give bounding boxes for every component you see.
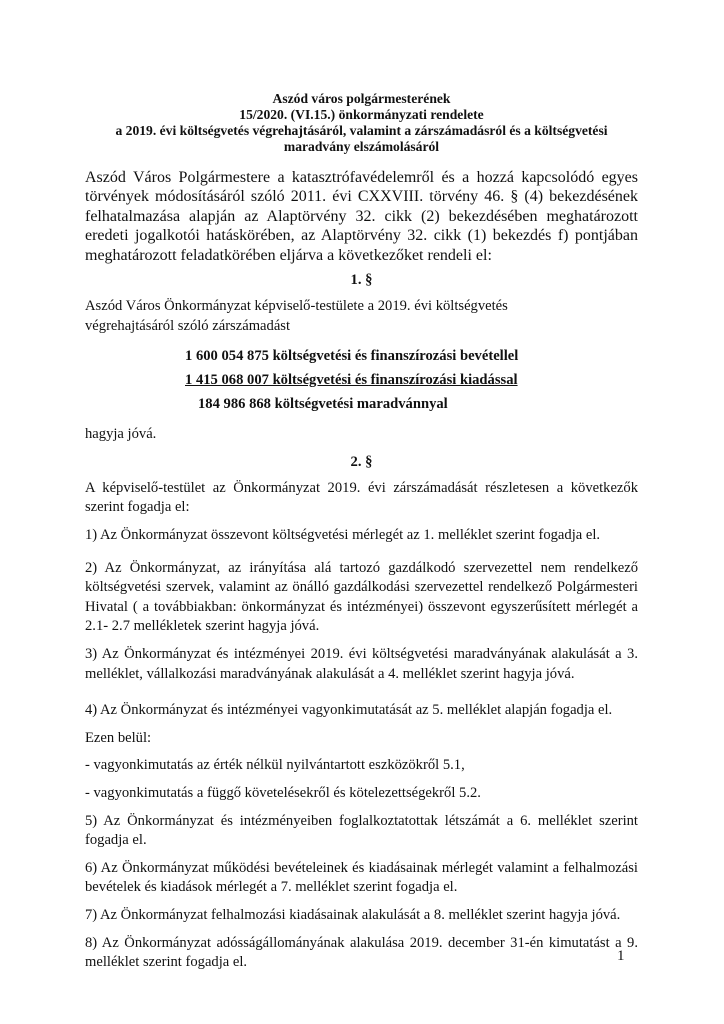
section-1-heading: 1. § — [350, 272, 373, 289]
budget-surplus-line: 184 986 868 költségvetési maradvánnyal — [198, 396, 448, 413]
section-2-item-5: 5) Az Önkormányzat és intézményeiben foglalkoztatottak létszámát a 6. melléklet szerint fogadja el. — [85, 812, 638, 849]
section-2-item-1: 1) Az Önkormányzat összevont költségvetési mérlegét az 1. melléklet szerint fogadja el. — [85, 527, 601, 543]
section-2-item-2: 2) Az Önkormányzat, az irányítása alá tartozó gazdálkodó szervezettel nem rendelkező költségvetési szervek, valamint az önálló gazdálkodási szervezettel rendelkező Polgármesteri Hivatal ( a továbbiakban: önkormányzat és intézményei) összevont egyszerűsített mérlegét a 2.1- 2.7 mellékletek szerint hagyja jóvá. — [85, 559, 638, 635]
title-line-4: maradvány elszámolásáról — [283, 139, 440, 154]
preamble: Aszód Város Polgármestere a katasztrófavédelemről és a hozzá kapcsolódó egyes törvények módosításáról szóló 2011. évi CXXVIII. törvény 46. § (4) bekezdésének felhatalmazása alapján az Alaptörvény 32. cikk (2) bekezdésében meghatározott eredeti jogalkotói hatáskörében, az Alaptörvény 32. cikk (1) bekezdés f) pontjában meghatározott feladatkörében eljárva a következőket rendeli el: — [85, 169, 638, 264]
section-2-item-3: 3) Az Önkormányzat és intézményei 2019. évi költségvetési maradványának alakulását a 3. melléklet, vállalkozási maradványának alakulását a 4. melléklet szerint hagyja jóvá. — [85, 645, 638, 682]
title-line-2: 15/2020. (VI.15.) önkormányzati rendelete — [239, 107, 484, 122]
section-2-heading: 2. § — [350, 453, 373, 470]
section-1-intro: Aszód Város Önkormányzat képviselő-testülete a 2019. évi költségvetés végrehajtásáról szóló zárszámadást — [85, 298, 508, 334]
title-line-3: a 2019. évi költségvetés végrehajtásáról, valamint a zárszámadásról és a költségvetési — [115, 123, 608, 138]
page-number: 1 — [617, 948, 625, 964]
document-page — [85, 91, 638, 973]
section-2-intro: A képviselő-testület az Önkormányzat 2019. évi zárszámadását részletesen a következők szerint fogadja el: — [85, 479, 638, 516]
section-2-item-7: 7) Az Önkormányzat felhalmozási kiadásainak alakulását a 8. melléklet szerint hagyja jóvá. — [85, 906, 621, 923]
budget-expenditure-line: 1 415 068 007 költségvetési és finanszírozási kiadással — [185, 372, 518, 389]
section-2-item-4: 4) Az Önkormányzat és intézményei vagyonkimutatását az 5. melléklet alapján fogadja el. — [85, 702, 613, 719]
document-title — [85, 91, 638, 155]
section-2-subitem-5-1: - vagyonkimutatás az érték nélkül nyilvántartott eszközökről 5.1, — [85, 757, 465, 774]
section-1-closing: hagyja jóvá. — [85, 426, 157, 443]
section-2-subitem-5-2: - vagyonkimutatás a függő követelésekről és kötelezettségekről 5.2. — [85, 784, 481, 801]
section-2-item-8: 8) Az Önkormányzat adósságállományának alakulása 2019. december 31-én kimutatást a 9. melléklet szerint fogadja el. — [85, 934, 638, 971]
section-2-within-label: Ezen belül: — [85, 729, 152, 746]
budget-revenue-line: 1 600 054 875 költségvetési és finanszírozási bevétellel — [185, 348, 519, 365]
section-2-item-6: 6) Az Önkormányzat működési bevételeinek és kiadásainak mérlegét valamint a felhalmozási bevételek és kiadások mérlegét a 7. melléklet szerint fogadja el. — [85, 859, 638, 896]
title-line-1: Aszód város polgármesterének — [272, 91, 451, 106]
